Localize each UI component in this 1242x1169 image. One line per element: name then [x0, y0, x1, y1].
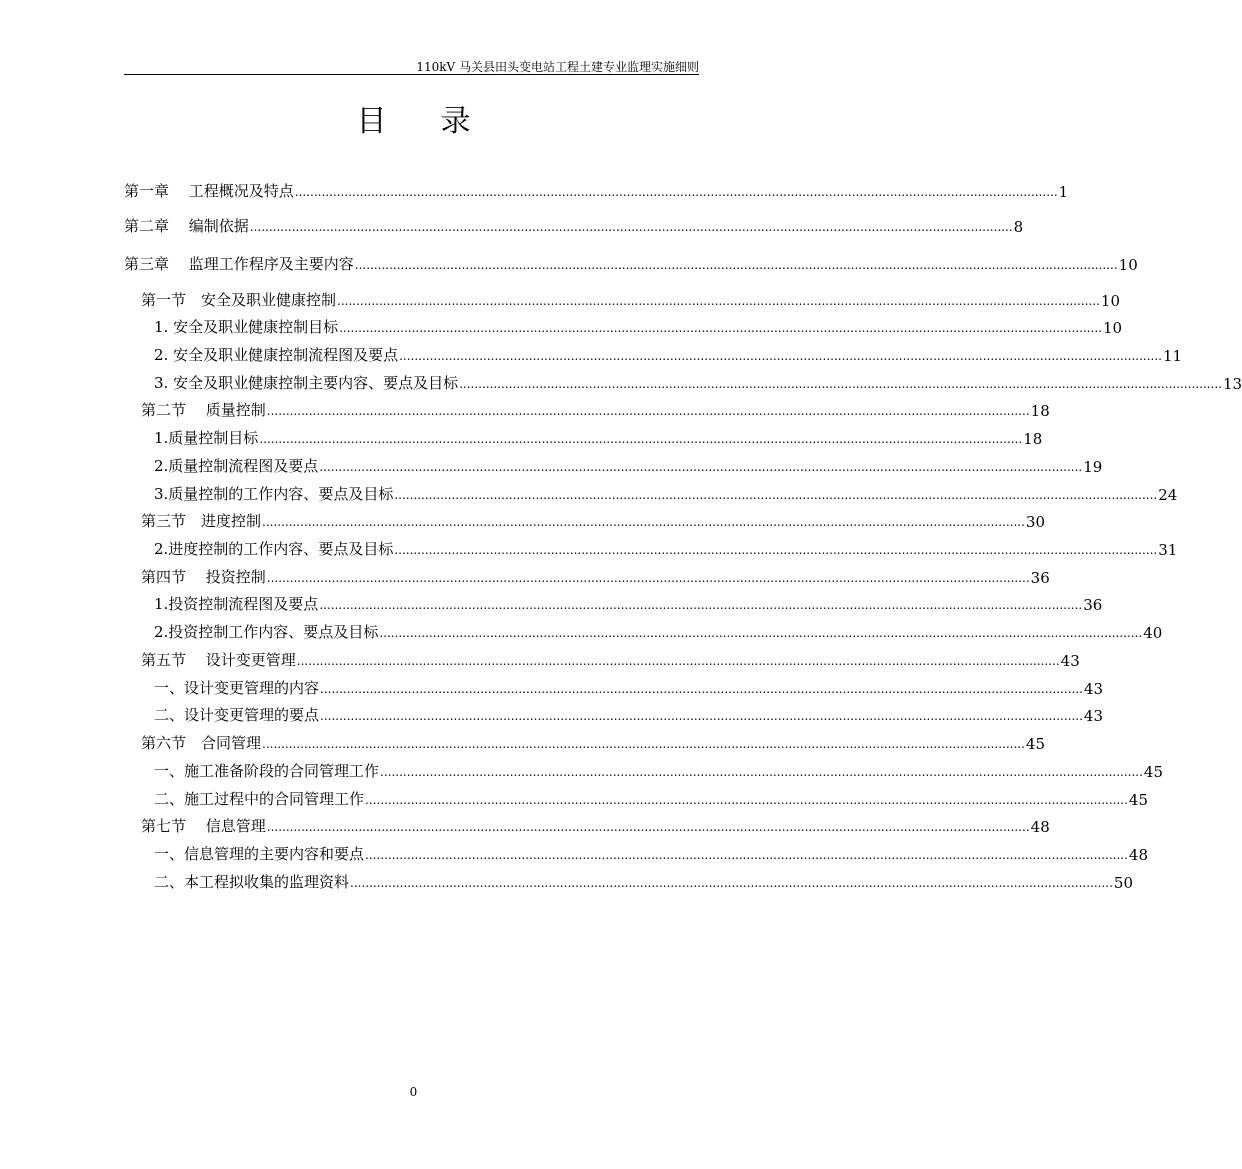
toc-entry-page: 1 [1058, 183, 1069, 201]
toc-entry-label: 1.投资控制流程图及要点 [154, 595, 319, 613]
toc-entry-page: 18 [1030, 402, 1050, 420]
toc-entry-item[interactable] [154, 593, 1103, 614]
toc-leader-dots: ........................................................................................................................................................................................................ [365, 793, 1128, 807]
toc-entry-page: 36 [1083, 596, 1103, 614]
toc-entry-section-2[interactable] [141, 399, 1050, 420]
toc-entry-item[interactable] [154, 621, 1163, 642]
toc-leader-dots: ........................................................................................................................................................................................................ [337, 294, 1100, 308]
toc-entry-page: 11 [1162, 347, 1183, 365]
toc-entry-page: 30 [1025, 513, 1045, 531]
toc-leader-dots: ........................................................................................................................................................................................................ [365, 848, 1128, 862]
toc-entry-page: 10 [1118, 256, 1138, 274]
toc-entry-section-3[interactable] [141, 510, 1045, 531]
toc-entry-label: 2. 安全及职业健康控制流程图及要点 [154, 346, 399, 364]
toc-entry-item[interactable] [154, 372, 1242, 393]
toc-entry-page: 45 [1143, 763, 1163, 781]
toc-entry-page: 50 [1113, 874, 1133, 892]
toc-leader-dots: ........................................................................................................................................................................................................ [259, 432, 1023, 446]
toc-entry-label: 一、设计变更管理的内容 [154, 679, 320, 697]
toc-leader-dots: ........................................................................................................................................................................................................ [394, 488, 1158, 502]
toc-entry-label: 第三章 监理工作程序及主要内容 [124, 255, 354, 273]
toc-entry-label: 第二节 质量控制 [141, 401, 266, 419]
toc-entry-section-1[interactable] [141, 289, 1120, 310]
toc-entry-item[interactable] [154, 788, 1148, 809]
page-title-text: 目录 [356, 104, 525, 139]
page-number: 0 [409, 1085, 418, 1099]
toc-leader-dots: ........................................................................................................................................................................................................ [266, 820, 1030, 834]
toc-entry-item[interactable] [154, 760, 1163, 781]
toc-entry-page: 43 [1083, 680, 1103, 698]
toc-entry-item[interactable] [154, 871, 1133, 892]
toc-entry-label: 2.投资控制工作内容、要点及目标 [154, 623, 379, 641]
toc-entry-label: 3. 安全及职业健康控制主要内容、要点及目标 [154, 374, 459, 392]
toc-entry-section-5[interactable] [141, 649, 1080, 670]
toc-entry-label: 1. 安全及职业健康控制目标 [154, 318, 339, 336]
toc-entry-label: 第七节 信息管理 [141, 817, 266, 835]
toc-entry-chapter-3[interactable] [124, 253, 1138, 274]
page-title [0, 102, 827, 142]
toc-leader-dots: ........................................................................................................................................................................................................ [339, 321, 1102, 335]
toc-entry-page: 8 [1013, 218, 1024, 236]
toc-leader-dots: ........................................................................................................................................................................................................ [320, 709, 1083, 723]
toc-entry-page: 43 [1060, 652, 1080, 670]
toc-entry-label: 1.质量控制目标 [154, 429, 259, 447]
toc-entry-item[interactable] [154, 316, 1123, 337]
toc-entry-label: 第五节 设计变更管理 [141, 651, 296, 669]
toc-entry-item[interactable] [154, 455, 1103, 476]
toc-entry-label: 2.进度控制的工作内容、要点及目标 [154, 540, 394, 558]
toc-leader-dots: ........................................................................................................................................................................................................ [379, 626, 1143, 640]
toc-leader-dots: ........................................................................................................................................................................................................ [320, 682, 1083, 696]
running-header-text: 110kV 马关县田头变电站工程土建专业监理实施细则 [416, 60, 699, 74]
toc-entry-label: 一、施工准备阶段的合同管理工作 [154, 762, 380, 780]
toc-entry-page: 18 [1023, 430, 1043, 448]
toc-entry-label: 2.质量控制流程图及要点 [154, 457, 319, 475]
toc-entry-page: 10 [1102, 319, 1123, 337]
toc-leader-dots: ........................................................................................................................................................................................................ [262, 737, 1025, 751]
toc-entry-label: 二、施工过程中的合同管理工作 [154, 790, 365, 808]
toc-entry-page: 40 [1143, 624, 1163, 642]
toc-entry-label: 第二章 编制依据 [124, 217, 249, 235]
toc-entry-label: 第四节 投资控制 [141, 568, 266, 586]
toc-entry-page: 24 [1158, 486, 1178, 504]
toc-leader-dots: ........................................................................................................................................................................................................ [394, 543, 1158, 557]
toc-entry-page: 13 [1222, 375, 1242, 393]
running-header [124, 62, 699, 75]
toc-entry-section-6[interactable] [141, 732, 1045, 753]
toc-entry-page: 19 [1083, 458, 1103, 476]
toc-leader-dots: ........................................................................................................................................................................................................ [380, 765, 1143, 779]
toc-entry-label: 3.质量控制的工作内容、要点及目标 [154, 485, 394, 503]
toc-leader-dots: ........................................................................................................................................................................................................ [350, 876, 1113, 890]
toc-leader-dots: ........................................................................................................................................................................................................ [266, 571, 1030, 585]
toc-leader-dots: ........................................................................................................................................................................................................ [319, 460, 1083, 474]
toc-leader-dots: ........................................................................................................................................................................................................ [459, 377, 1222, 391]
toc-entry-label: 第六节 合同管理 [141, 734, 262, 752]
toc-entry-chapter-1[interactable] [124, 180, 1069, 201]
toc-entry-section-4[interactable] [141, 566, 1050, 587]
toc-entry-section-7[interactable] [141, 815, 1050, 836]
toc-entry-page: 45 [1025, 735, 1045, 753]
toc-entry-chapter-2[interactable] [124, 215, 1024, 236]
toc-entry-page: 48 [1030, 818, 1050, 836]
toc-leader-dots: ........................................................................................................................................................................................................ [266, 404, 1030, 418]
toc-leader-dots: ........................................................................................................................................................................................................ [399, 349, 1162, 363]
toc-entry-label: 二、设计变更管理的要点 [154, 706, 320, 724]
toc-entry-page: 36 [1030, 569, 1050, 587]
toc-entry-item[interactable] [154, 538, 1178, 559]
toc-entry-item[interactable] [154, 843, 1148, 864]
toc-leader-dots: ........................................................................................................................................................................................................ [262, 515, 1025, 529]
toc-entry-label: 第三节 进度控制 [141, 512, 262, 530]
toc-entry-label: 二、本工程拟收集的监理资料 [154, 873, 350, 891]
toc-entry-page: 48 [1128, 846, 1148, 864]
toc-entry-page: 10 [1100, 292, 1120, 310]
toc-entry-page: 31 [1158, 541, 1178, 559]
toc-leader-dots: ........................................................................................................................................................................................................ [319, 598, 1083, 612]
toc-entry-item[interactable] [154, 483, 1178, 504]
toc-leader-dots: ........................................................................................................................................................................................................ [294, 185, 1058, 199]
toc-entry-item[interactable] [154, 427, 1043, 448]
toc-entry-page: 43 [1083, 707, 1103, 725]
toc-entry-label: 第一节 安全及职业健康控制 [141, 291, 337, 309]
toc-leader-dots: ........................................................................................................................................................................................................ [249, 220, 1013, 234]
toc-leader-dots: ........................................................................................................................................................................................................ [354, 258, 1118, 272]
toc-entry-label: 一、信息管理的主要内容和要点 [154, 845, 365, 863]
toc-entry-item[interactable] [154, 677, 1103, 698]
toc-entry-item[interactable] [154, 704, 1103, 725]
toc-leader-dots: ........................................................................................................................................................................................................ [296, 654, 1060, 668]
toc-entry-item[interactable] [154, 344, 1183, 365]
toc-entry-label: 第一章 工程概况及特点 [124, 182, 294, 200]
toc-entry-page: 45 [1128, 791, 1148, 809]
